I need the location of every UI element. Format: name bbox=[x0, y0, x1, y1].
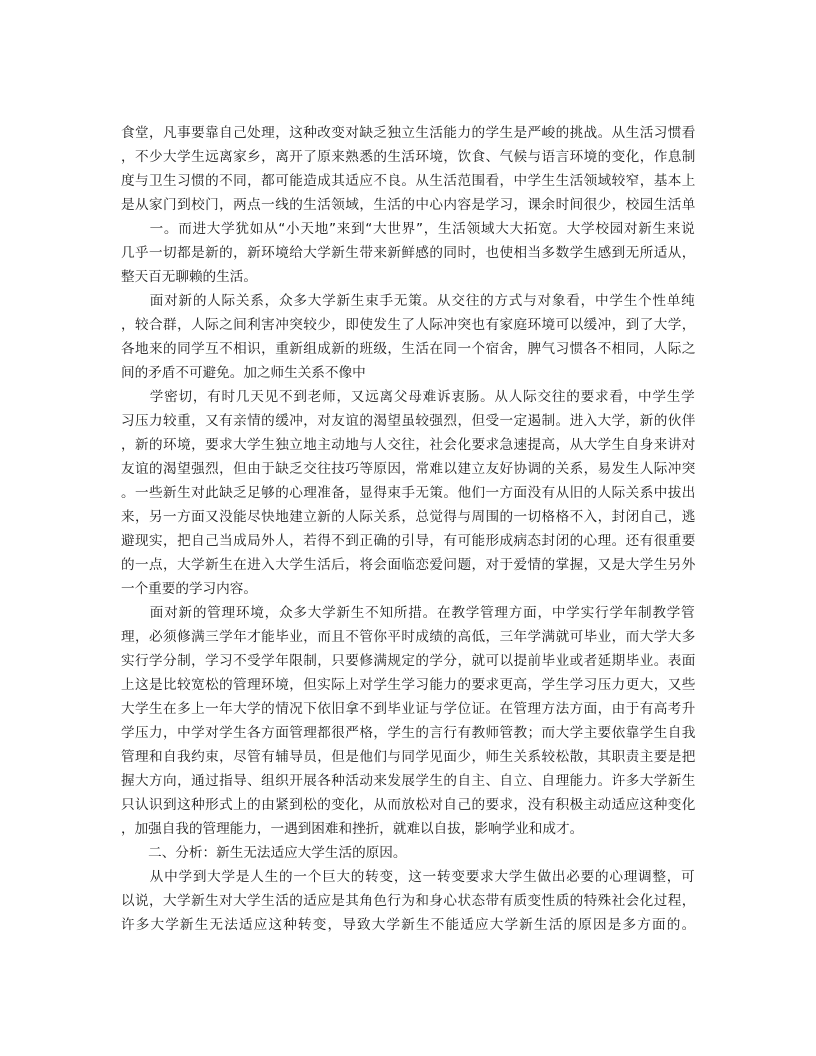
text-line: 学压力，中学对学生各方面管理都很严格，学生的言行有教师管教；而大学主要依靠学生自我 bbox=[121, 725, 696, 741]
text-line: 面对新的管理环境，众多大学新生不知所措。在教学管理方面，中学实行学年制教学管 bbox=[121, 605, 696, 621]
text-line: 理，必须修满三学年才能毕业，而且不管你平时成绩的高低，三年学满就可毕业，而大学大多 bbox=[121, 629, 696, 645]
text-line: 来，另一方面又没能尽快地建立新的人际关系，总觉得与周围的一切格格不入，封闭自己，逃 bbox=[121, 509, 696, 525]
text-line: 一个重要的学习内容。 bbox=[121, 581, 257, 597]
text-line: 从中学到大学是人生的一个巨大的转变，这一转变要求大学生做出必要的心理调整，可 bbox=[121, 869, 696, 885]
text-line: ，不少大学生远离家乡，离开了原来熟悉的生活环境，饮食、气候与语言环境的变化，作息制 bbox=[121, 149, 696, 165]
text-line: ，加强自我的管理能力，一遇到困难和挫折，就难以自拔，影响学业和成才。 bbox=[121, 821, 584, 837]
text-line: 习压力较重，又有亲情的缓冲，对友谊的渴望虽较强烈，但受一定遏制。进入大学，新的伙伴 bbox=[121, 413, 696, 429]
text-line: 是从家门到校门，两点一线的生活领域，生活的中心内容是学习，课余时间很少，校园生活单 bbox=[121, 197, 696, 213]
text-line: 食堂，凡事要靠自己处理，这种改变对缺乏独立生活能力的学生是严峻的挑战。从生活习惯看 bbox=[121, 125, 696, 141]
text-line: 一。而进大学犹如从“小天地”来到“大世界”，生活领域大大拓宽。大学校园对新生来说 bbox=[121, 221, 696, 237]
text-line: ，新的环境，要求大学生独立地主动地与人交往，社会化要求急速提高，从大学生自身来讲对 bbox=[121, 437, 696, 453]
text-line: 以说，大学新生对大学生活的适应是其角色行为和身心状态带有质变性质的特殊社会化过程， bbox=[121, 893, 696, 909]
text-line: 几乎一切都是新的，新环境给大学新生带来新鲜感的同时，也使相当多数学生感到无所适从， bbox=[121, 245, 696, 261]
text-line: ，较合群，人际之间利害冲突较少，即使发生了人际冲突也有家庭环境可以缓冲，到了大学， bbox=[121, 317, 696, 333]
text-line: 学密切，有时几天见不到老师，又远离父母难诉衷肠。从人际交往的要求看，中学生学 bbox=[121, 389, 696, 405]
text-line: 大学生在多上一年大学的情况下依旧拿不到毕业证与学位证。在管理方法方面，由于有高考升 bbox=[121, 701, 696, 717]
text-line: 只认识到这种形式上的由紧到松的变化，从而放松对自己的要求，没有积极主动适应这种变化 bbox=[121, 797, 696, 813]
text-line: 的一点，大学新生在进入大学生活后，将会面临恋爱问题，对于爱情的掌握，又是大学生另外 bbox=[121, 557, 696, 573]
text-line: 上这是比较宽松的管理环境，但实际上对学生学习能力的要求更高，学生学习压力更大，又些 bbox=[121, 677, 696, 693]
text-line: 友谊的渴望强烈，但由于缺乏交往技巧等原因，常难以建立友好协调的关系，易发生人际冲突 bbox=[121, 461, 696, 477]
text-line: 管理和自我约束，尽管有辅导员，但是他们与同学见面少，师生关系较松散，其职责主要是把 bbox=[121, 749, 696, 765]
text-line: 。一些新生对此缺乏足够的心理准备，显得束手无策。他们一方面没有从旧的人际关系中拔出 bbox=[121, 485, 696, 501]
text-line: 许多大学新生无法适应这种转变，导致大学新生不能适应大学新生活的原因是多方面的。 bbox=[121, 917, 697, 933]
text-line: 二、分析：新生无法适应大学生活的原因。 bbox=[121, 845, 407, 861]
text-line: 度与卫生习惯的不同，都可能造成其适应不良。从生活范围看，中学生生活领域较窄，基本上 bbox=[121, 173, 696, 189]
text-line: 避现实，把自己当成局外人，若得不到正确的引导，有可能形成病态封闭的心理。还有很重要 bbox=[121, 533, 696, 549]
text-line: 间的矛盾不可避免。加之师生关系不像中 bbox=[121, 365, 366, 381]
text-line: 整天百无聊赖的生活。 bbox=[121, 269, 257, 285]
text-line: 实行学分制，学习不受学年限制，只要修满规定的学分，就可以提前毕业或者延期毕业。表面 bbox=[121, 653, 696, 669]
text-line: 面对新的人际关系，众多大学新生束手无策。从交往的方式与对象看，中学生个性单纯 bbox=[121, 293, 696, 309]
text-line: 握大方向，通过指导、组织开展各种活动来发展学生的自主、自立、自理能力。许多大学新生 bbox=[121, 773, 696, 789]
text-line: 各地来的同学互不相识，重新组成新的班级，生活在同一个宿舍，脾气习惯各不相同，人际之 bbox=[121, 341, 696, 357]
